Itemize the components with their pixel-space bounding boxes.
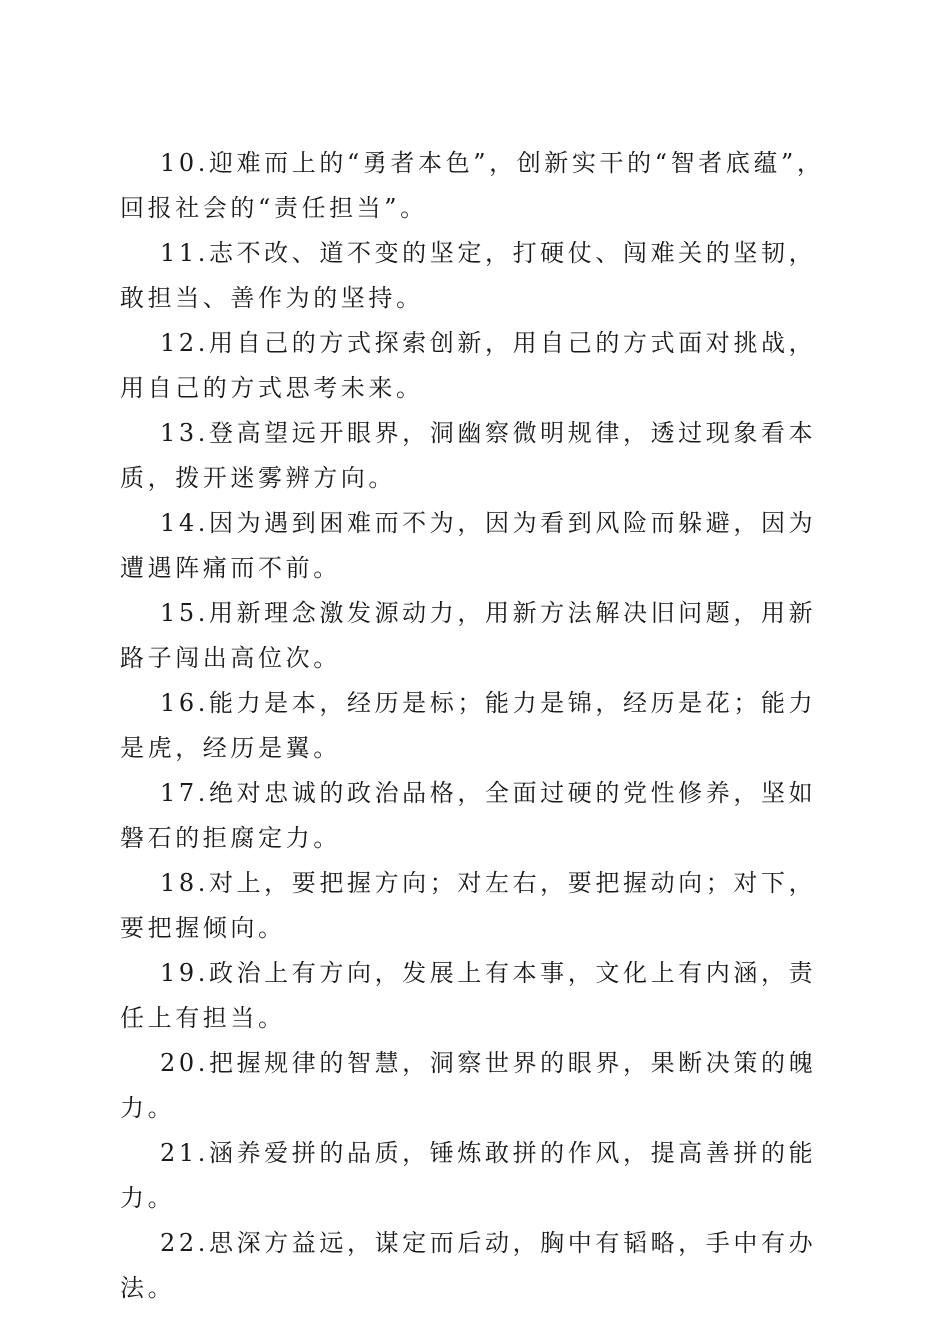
paragraph-13: 13.登高望远开眼界，洞幽察微明规律，透过现象看本质，拨开迷雾辨方向。 <box>120 419 817 492</box>
paragraph-11: 11.志不改、道不变的坚定，打硬仗、闯难关的坚韧，敢担当、善作为的坚持。 <box>120 239 817 312</box>
paragraph-18: 18.对上，要把握方向；对左右，要把握动向；对下，要把握倾向。 <box>120 869 817 942</box>
paragraph-21: 21.涵养爱拼的品质，锤炼敢拼的作风，提高善拼的能力。 <box>120 1139 817 1212</box>
paragraph-19: 19.政治上有方向，发展上有本事，文化上有内涵，责任上有担当。 <box>120 959 817 1032</box>
document-body <box>120 141 832 1311</box>
paragraph-10: 10.迎难而上的“勇者本色”，创新实干的“智者底蕴”，回报社会的“责任担当”。 <box>120 149 825 222</box>
paragraph-14: 14.因为遇到困难而不为，因为看到风险而躲避，因为遭遇阵痛而不前。 <box>120 509 817 582</box>
paragraph-17: 17.绝对忠诚的政治品格，全面过硬的党性修养，坚如磐石的拒腐定力。 <box>120 779 817 852</box>
paragraph-12: 12.用自己的方式探索创新，用自己的方式面对挑战，用自己的方式思考未来。 <box>120 329 817 402</box>
paragraph-20: 20.把握规律的智慧，洞察世界的眼界，果断决策的魄力。 <box>120 1049 817 1122</box>
paragraph-16: 16.能力是本，经历是标；能力是锦，经历是花；能力是虎，经历是翼。 <box>120 689 817 762</box>
paragraph-15: 15.用新理念激发源动力，用新方法解决旧问题，用新路子闯出高位次。 <box>120 599 817 672</box>
paragraph-22: 22.思深方益远，谋定而后动，胸中有韬略，手中有办法。 <box>120 1229 817 1302</box>
